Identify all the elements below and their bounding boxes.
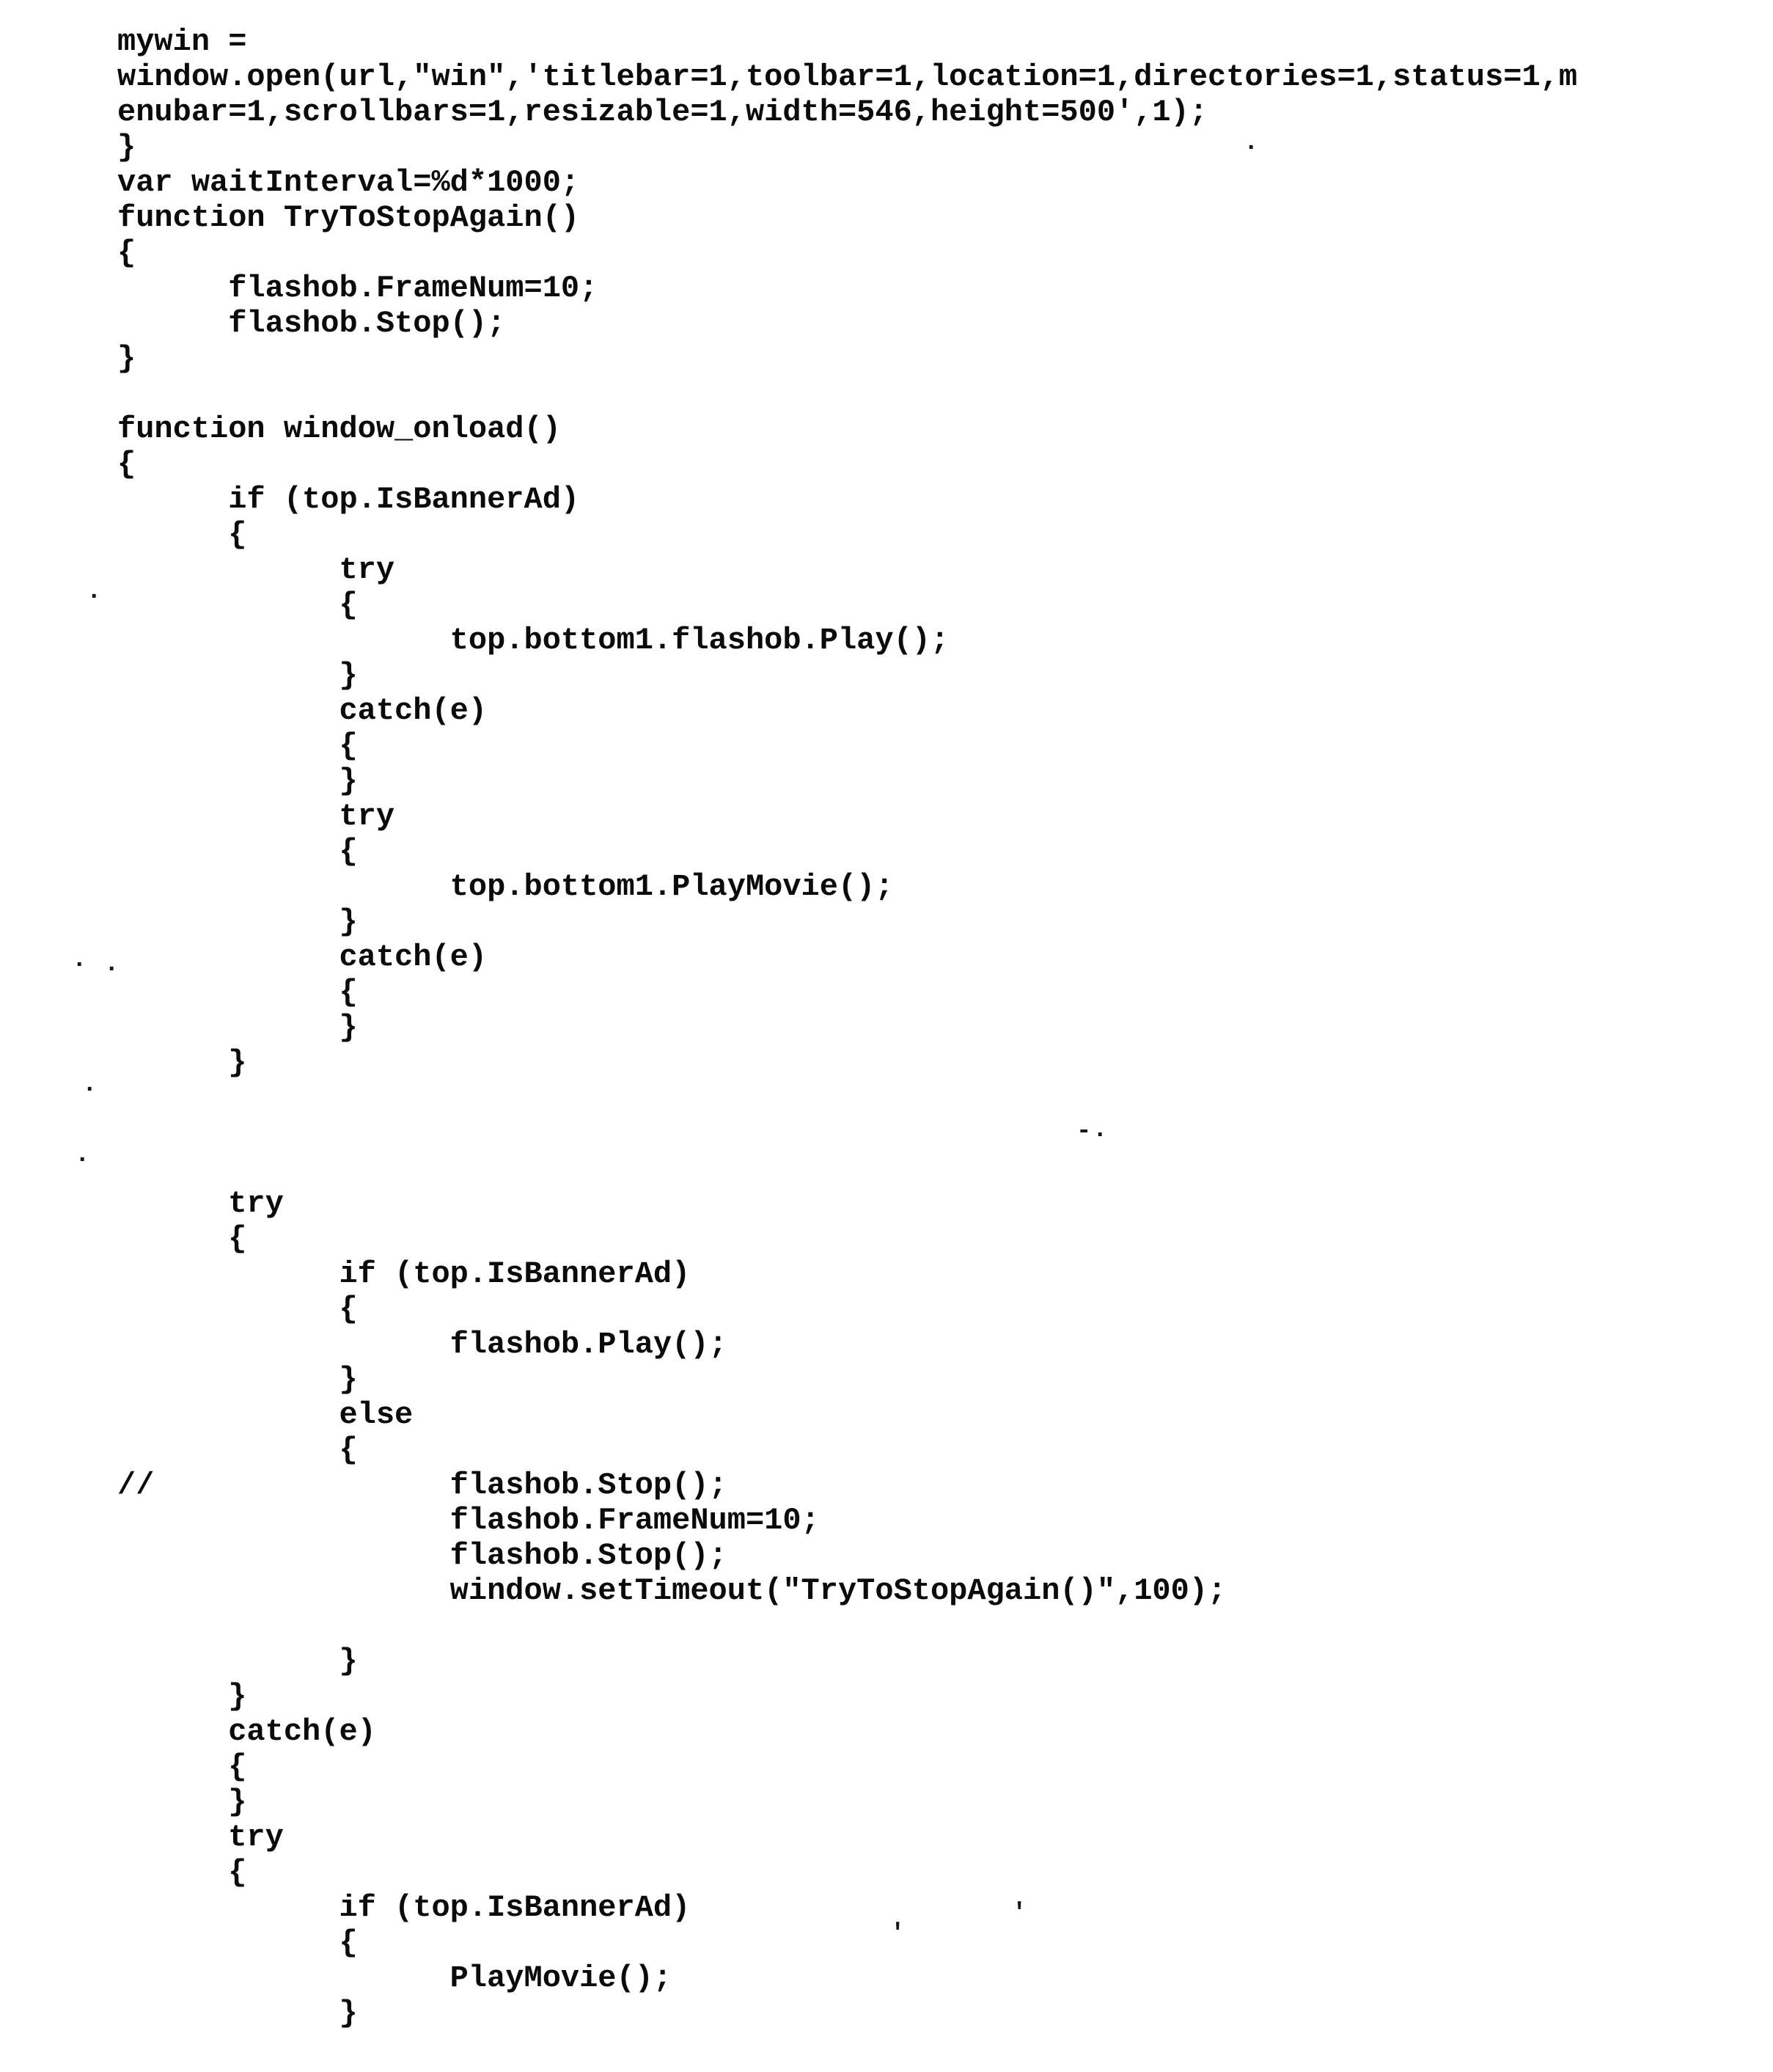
code-line: }	[117, 130, 136, 165]
scan-speck: .	[104, 951, 120, 978]
scan-speck: .	[82, 1071, 98, 1099]
code-line: top.bottom1.PlayMovie();	[117, 869, 894, 904]
code-line: try	[117, 1820, 284, 1855]
code-line: }	[117, 1010, 358, 1045]
code-line: {	[117, 834, 358, 869]
code-line: flashob.Stop();	[117, 306, 506, 341]
code-line: }	[117, 1045, 247, 1080]
code-line: function window_onload()	[117, 411, 561, 447]
code-line	[117, 1151, 1577, 1186]
code-line	[117, 1116, 1577, 1151]
code-listing	[117, 24, 1577, 2031]
code-line: {	[117, 1855, 247, 1890]
code-line: {	[117, 1749, 247, 1784]
code-line: try	[117, 799, 395, 834]
code-line: {	[117, 1432, 358, 1468]
code-line: }	[117, 1784, 247, 1820]
code-line: enubar=1,scrollbars=1,resizable=1,width=546,height=500',1);	[117, 95, 1208, 130]
code-line: {	[117, 975, 358, 1010]
code-line: {	[117, 587, 358, 623]
code-line: window.open(url,"win",'titlebar=1,toolbar=1,location=1,directories=1,status=1,m	[117, 59, 1578, 95]
scan-speck: '	[890, 1920, 906, 1948]
code-line: else	[117, 1397, 414, 1432]
code-line: window.setTimeout("TryToStopAgain()",100);	[117, 1573, 1227, 1608]
code-line: }	[117, 764, 358, 799]
code-line: }	[117, 658, 358, 693]
scan-speck: .	[1244, 129, 1259, 157]
code-line: flashob.FrameNum=10;	[117, 271, 598, 306]
scan-speck: .	[75, 1141, 90, 1169]
code-line: function TryToStopAgain()	[117, 200, 580, 235]
code-line: if (top.IsBannerAd)	[117, 482, 580, 517]
code-line: }	[117, 1996, 358, 2031]
scan-speck: -	[1076, 1118, 1092, 1146]
code-line: flashob.FrameNum=10;	[117, 1503, 820, 1538]
code-line: {	[117, 517, 247, 552]
code-line: if (top.IsBannerAd)	[117, 1256, 691, 1292]
code-line: flashob.Stop();	[117, 1538, 727, 1573]
code-line: // flashob.Stop();	[117, 1468, 727, 1503]
code-line: {	[117, 1925, 358, 1961]
code-line: }	[117, 1362, 358, 1397]
scan-speck: .	[72, 946, 87, 974]
code-line: try	[117, 552, 395, 587]
code-line: }	[117, 1644, 358, 1679]
code-line: }	[117, 904, 358, 940]
code-line: try	[117, 1186, 284, 1221]
code-line: catch(e)	[117, 1714, 376, 1749]
code-line: catch(e)	[117, 693, 488, 728]
scan-speck: '	[1012, 1900, 1027, 1928]
code-line: if (top.IsBannerAd)	[117, 1890, 691, 1925]
code-line: catch(e)	[117, 940, 488, 975]
code-line: {	[117, 235, 136, 271]
code-line: }	[117, 341, 136, 376]
code-line: var waitInterval=%d*1000;	[117, 165, 580, 200]
code-line	[117, 1080, 1577, 1116]
scan-speck: .	[87, 578, 102, 606]
scan-speck: .	[1093, 1116, 1108, 1144]
code-line: {	[117, 447, 136, 482]
code-line: {	[117, 1221, 247, 1256]
code-line	[117, 376, 1577, 411]
code-line: PlayMovie();	[117, 1961, 672, 1996]
code-line	[117, 1608, 1577, 1644]
code-line: top.bottom1.flashob.Play();	[117, 623, 950, 658]
code-line: flashob.Play();	[117, 1327, 727, 1362]
code-line: mywin =	[117, 24, 247, 59]
code-line: {	[117, 1292, 358, 1327]
code-line: }	[117, 1679, 247, 1714]
code-line: {	[117, 728, 358, 764]
